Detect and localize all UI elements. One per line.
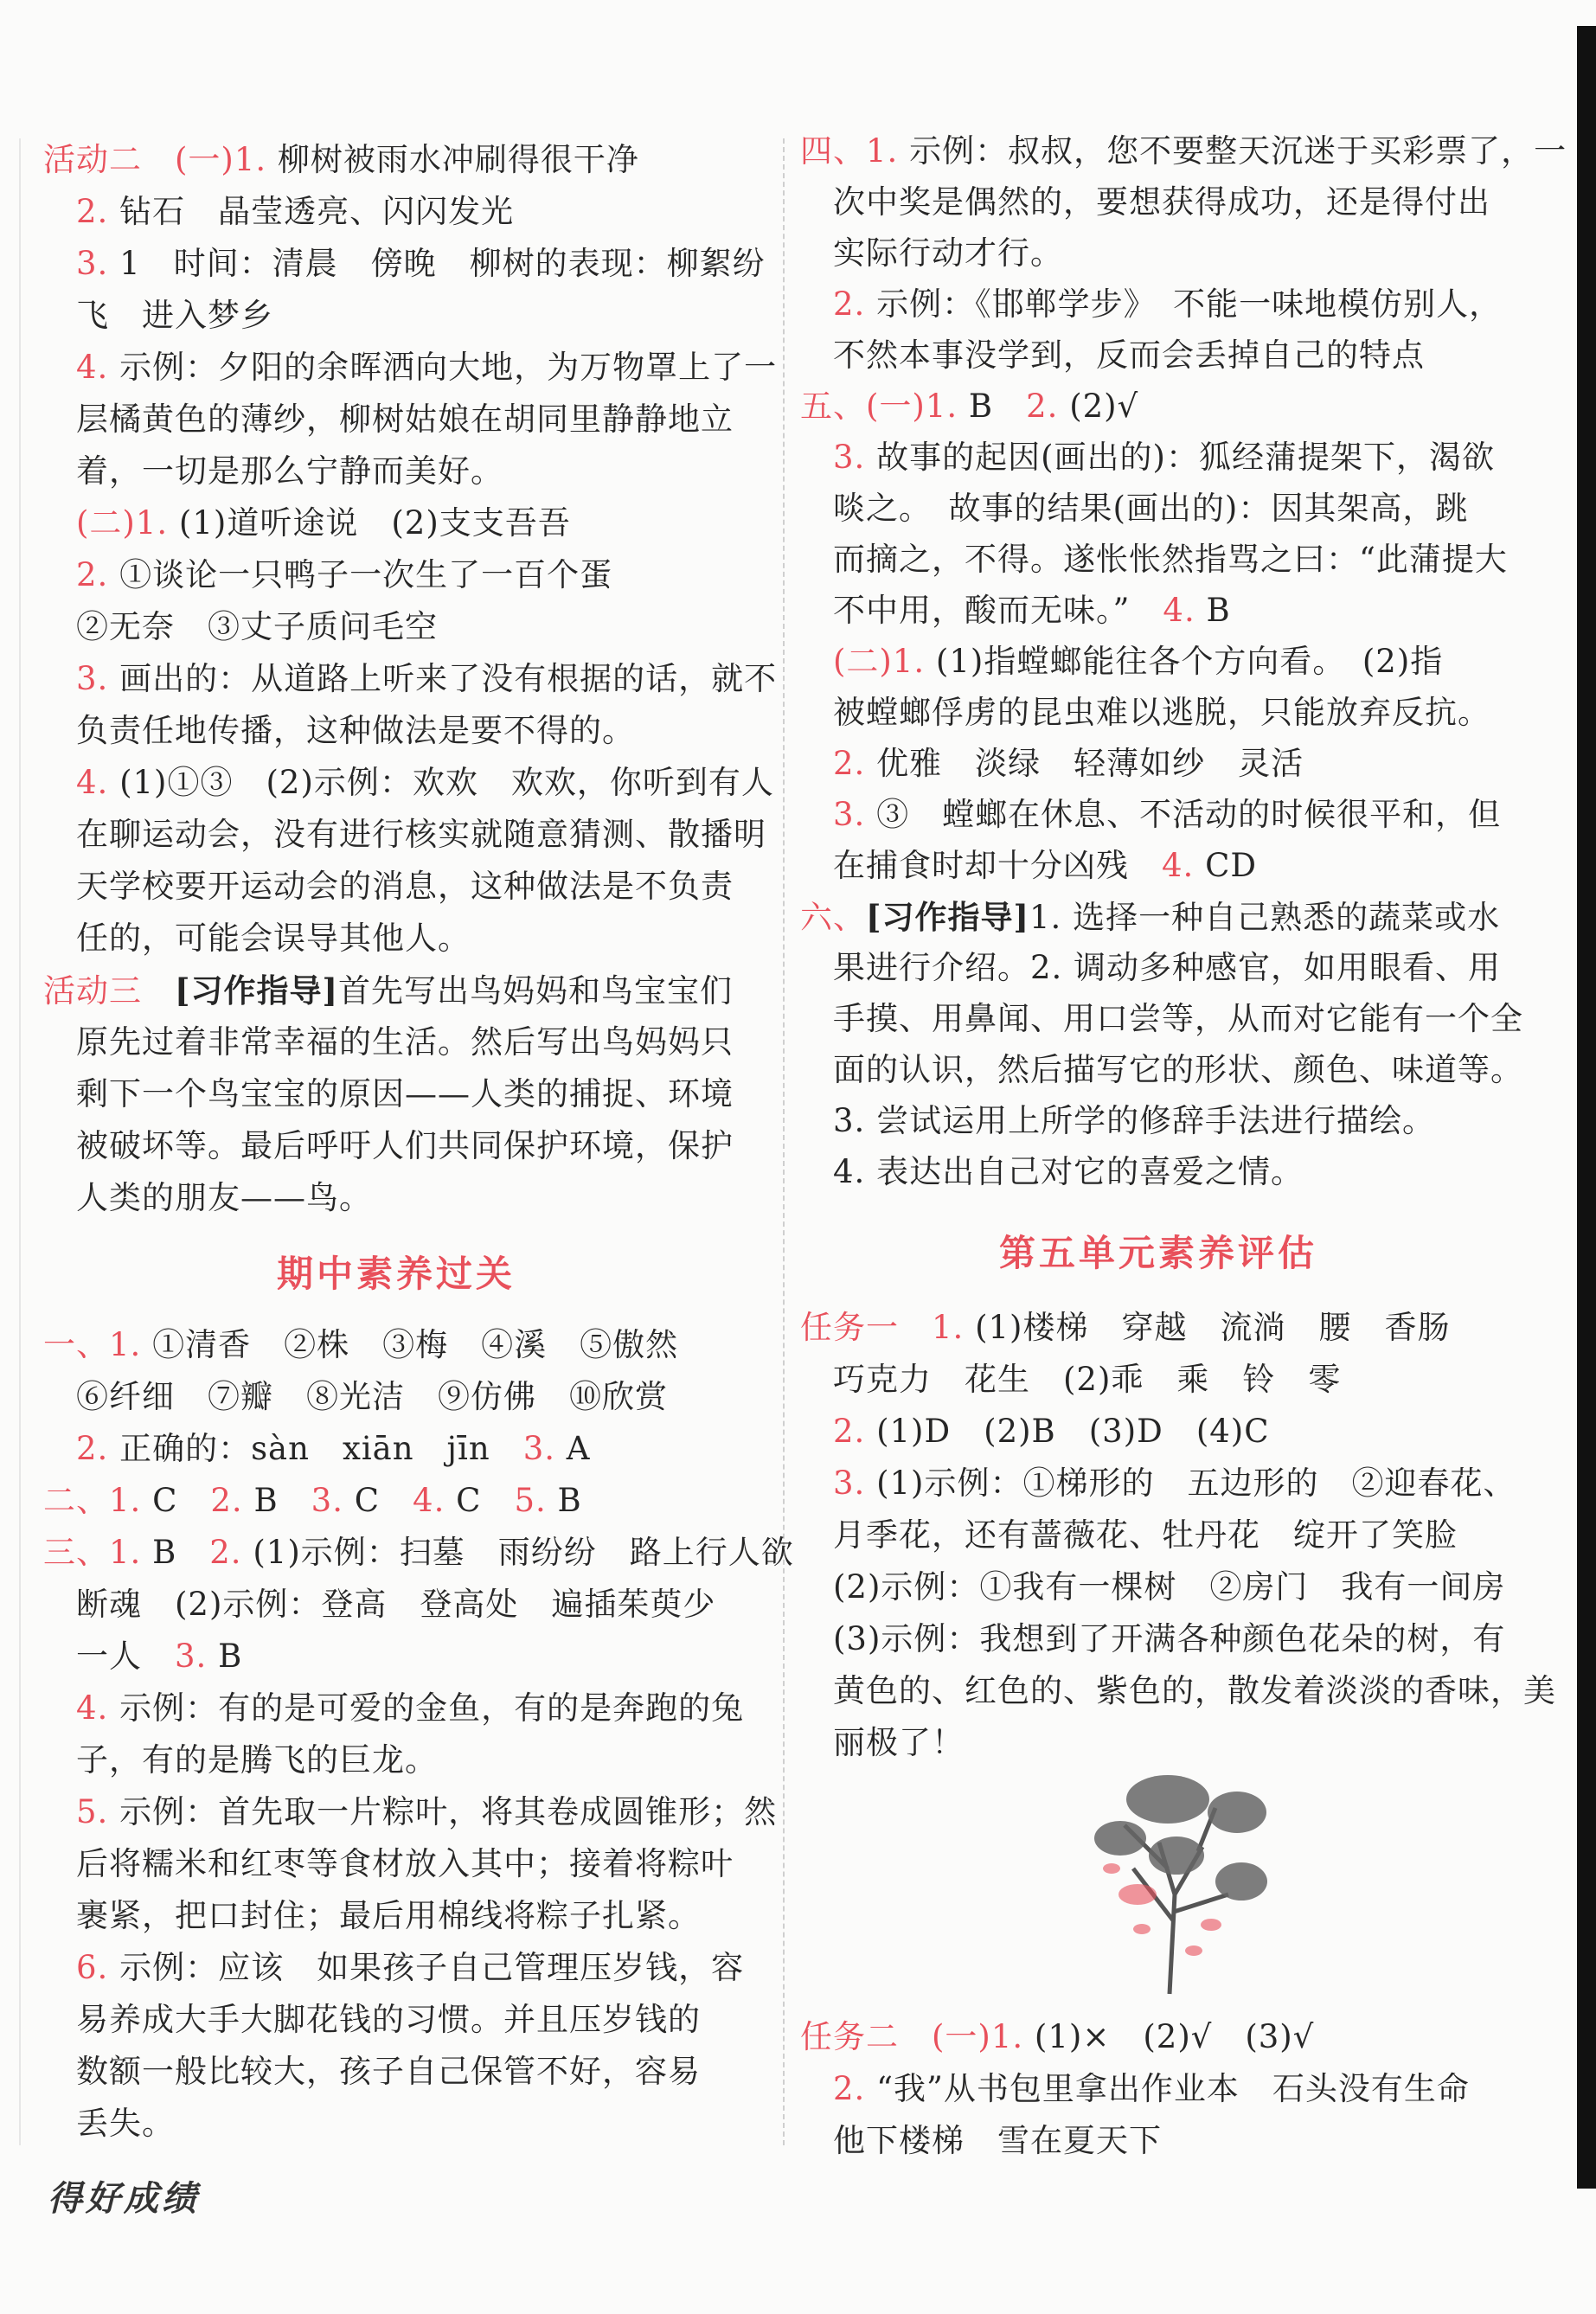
- right-line: [800, 181, 1490, 224]
- right-line: [800, 232, 1063, 275]
- answer-text: 1 时间：清晨 傍晚 柳树的表现：柳絮纷: [108, 245, 766, 282]
- answer-text: B: [546, 1482, 582, 1519]
- right2-line: [800, 1618, 1505, 1661]
- item-number: 2.: [209, 1534, 242, 1571]
- answer-text: 数额一般比较大，孩子自己保管不好，容易: [43, 2053, 701, 2090]
- answer-text: 故事的起因(画出的)：狐经蒲提架下，渴欲: [865, 439, 1495, 476]
- item-number: 3.: [311, 1482, 343, 1519]
- answer-text: 次中奖是偶然的，要想获得成功，还是得付出: [800, 183, 1490, 221]
- left2-line: [43, 1479, 582, 1522]
- answer-text: 他下楼梯 雪在夏天下: [800, 2122, 1162, 2159]
- left-line: [43, 813, 766, 856]
- right-line: [800, 1099, 1435, 1143]
- right-line: [800, 691, 1490, 734]
- item-number: 3.: [522, 1430, 555, 1467]
- left-line: [43, 502, 571, 545]
- answer-text: 柳树被雨水冲刷得很干净: [266, 141, 639, 178]
- answer-text: 画出的：从道路上听来了没有根据的话，就不: [108, 660, 778, 697]
- answer-text: 飞 进入梦乡: [43, 297, 273, 334]
- left-line: [43, 1021, 734, 1064]
- item-number: 二、1.: [43, 1482, 142, 1519]
- right-line: [800, 895, 1500, 939]
- left2-line: [43, 2102, 175, 2145]
- answer-text: (1)示例：扫墓 雨纷纷 路上行人欲: [241, 1534, 794, 1571]
- left2-line: [43, 1427, 590, 1471]
- answer-text: 在捕食时却十分凶残: [800, 847, 1162, 884]
- answer-text: 裹紧，把口封住；最后用棉线将粽子扎紧。: [43, 1897, 701, 1934]
- item-number: 5.: [514, 1482, 547, 1519]
- left2-line: [43, 1531, 794, 1574]
- answer-text: (2)√: [1058, 388, 1139, 425]
- right-line: [800, 997, 1523, 1041]
- left-line: [43, 554, 612, 597]
- answer-text: 面的认识，然后描写它的形状、颜色、味道等。: [800, 1051, 1523, 1088]
- left-line: [43, 969, 733, 1013]
- item-number: 4.: [1163, 592, 1195, 629]
- item-number: 五、(一)1.: [800, 388, 958, 425]
- left-line: [43, 1073, 734, 1116]
- item-number: 2.: [43, 1430, 109, 1467]
- answer-text: 手摸、用鼻闻、用口尝等，从而对它能有一个全: [800, 1000, 1523, 1037]
- answer-text: 丽极了！: [800, 1724, 965, 1761]
- answer-text: “我”从书包里拿出作业本 石头没有生命: [865, 2070, 1470, 2107]
- right-line: [800, 946, 1501, 990]
- answer-text: 层橘黄色的薄纱，柳树姑娘在胡同里静静地立: [43, 401, 734, 438]
- item-number: 2.: [800, 285, 866, 323]
- item-number: 任务二 (一)1.: [800, 2018, 1024, 2055]
- answer-text: [习作指导]: [142, 971, 339, 1010]
- answer-text: ①清香 ②株 ③梅 ④溪 ⑤傲然: [141, 1326, 679, 1363]
- answer-text: 子，有的是腾飞的巨龙。: [43, 1741, 438, 1779]
- left2-line: [43, 1843, 734, 1886]
- left-line: [43, 190, 514, 234]
- right2-line: [800, 1410, 1270, 1453]
- answer-text: (1)× (2)√ (3)√: [1023, 2018, 1315, 2055]
- item-number: 4.: [413, 1482, 445, 1519]
- answer-text: 后将糯米和红枣等食材放入其中；接着将粽叶: [43, 1845, 734, 1882]
- answer-text: (1)楼梯 穿越 流淌 腰 香肠: [964, 1309, 1451, 1346]
- right-line: [800, 436, 1495, 479]
- answer-text: 示例：叔叔，您不要整天沉迷于买彩票了，一: [898, 132, 1567, 170]
- answer-text: 示例：首先取一片粽叶，将其卷成圆锥形；然: [108, 1793, 778, 1830]
- answer-text: 月季花，还有蔷薇花、牡丹花 绽开了笑脸: [800, 1516, 1458, 1554]
- answer-text: (2)示例：①我有一棵树 ②房门 我有一间房: [800, 1568, 1506, 1606]
- answer-text: 4. 表达出自己对它的喜爱之情。: [800, 1153, 1304, 1190]
- left2-line: [43, 1375, 668, 1419]
- left-line: [43, 242, 766, 285]
- left2-line: [43, 1583, 715, 1626]
- left-line: [43, 865, 734, 908]
- right-line: [800, 742, 1304, 785]
- answer-text: 1. 选择一种自己熟悉的蔬菜或水: [1029, 899, 1501, 936]
- right-line: [800, 487, 1468, 530]
- answer-text: 在聊运动会，没有进行核实就随意猜测、散播明: [43, 816, 766, 853]
- item-number: 6.: [43, 1949, 109, 1986]
- answer-text: 示例：应该 如果孩子自己管理压岁钱，容: [108, 1949, 745, 1986]
- left2-line: [43, 1894, 701, 1938]
- answer-text: 一人: [43, 1638, 175, 1675]
- answer-text: 不然本事没学到，反而会丢掉自己的特点: [800, 337, 1425, 374]
- tree-illustration: [1073, 1765, 1280, 1998]
- left-line: [43, 294, 273, 337]
- right-line: [800, 130, 1567, 173]
- left-line: [43, 450, 503, 493]
- left-margin-rule: [19, 138, 21, 2145]
- right-line: [800, 334, 1425, 377]
- answer-text: 示例：《邯郸学步》 不能一味地模仿别人，: [865, 285, 1503, 323]
- item-number: 3.: [800, 796, 866, 833]
- right2-line: [800, 1306, 1450, 1349]
- answer-text: 优雅 淡绿 轻薄如纱 灵活: [865, 745, 1304, 782]
- answer-text: 而摘之，不得。遂怅怅然指骂之曰：“此蒲提大: [800, 541, 1508, 578]
- item-number: 3.: [800, 439, 866, 476]
- right-line: [800, 793, 1501, 837]
- item-number: 2.: [800, 745, 866, 782]
- left-line: [43, 138, 639, 182]
- answer-text: 任的，可能会误导其他人。: [43, 920, 471, 957]
- item-number: 4.: [43, 1689, 109, 1727]
- item-number: (二)1.: [43, 504, 169, 542]
- answer-text: 原先过着非常幸福的生活。然后写出鸟妈妈只: [43, 1023, 734, 1061]
- item-number: 六、: [800, 899, 866, 936]
- answer-text: 首先写出鸟妈妈和鸟宝宝们: [338, 972, 734, 1010]
- answer-text: B: [958, 388, 1027, 425]
- item-number: 一、1.: [43, 1326, 142, 1363]
- right2-line: [800, 1566, 1505, 1609]
- item-number: 活动二 (一)1.: [43, 141, 267, 178]
- left2-line: [43, 1687, 744, 1730]
- right2-line: [800, 1670, 1556, 1713]
- left-line: [43, 1125, 734, 1168]
- right-line: [800, 538, 1508, 581]
- item-number: 4.: [43, 764, 109, 801]
- answer-text: 3. 尝试运用上所学的修辞手法进行描绘。: [800, 1102, 1436, 1139]
- item-number: 3.: [175, 1638, 208, 1675]
- answer-text: ⑥纤细 ⑦瓣 ⑧光洁 ⑨仿佛 ⑩欣赏: [43, 1378, 668, 1415]
- answer-text: 黄色的、红色的、紫色的，散发着淡淡的香味，美: [800, 1672, 1556, 1709]
- answer-text: 果进行介绍。2. 调动多种感官，如用眼看、用: [800, 949, 1502, 986]
- item-number: 4.: [1162, 847, 1195, 884]
- item-number: 2.: [800, 1413, 866, 1450]
- answer-text: A: [555, 1430, 591, 1467]
- item-number: 三、1.: [43, 1534, 142, 1571]
- answer-text: B: [1195, 592, 1231, 629]
- item-number: 四、1.: [800, 132, 899, 170]
- left2-line: [43, 1791, 777, 1834]
- right3-line: [800, 2016, 1314, 2059]
- item-number: 2.: [43, 556, 109, 593]
- answer-text: 正确的：sàn xiān jīn: [108, 1430, 523, 1467]
- left2-line: [43, 1635, 242, 1678]
- left2-line: [43, 1998, 701, 2042]
- answer-text: CD: [1194, 847, 1258, 884]
- right-line: [800, 589, 1231, 632]
- item-number: 活动三: [43, 972, 142, 1010]
- answer-text: 被螳螂俘虏的昆虫难以逃脱，只能放弃反抗。: [800, 694, 1490, 731]
- answer-text: (1)示例：①梯形的 五边形的 ②迎春花、: [865, 1465, 1516, 1502]
- left-line: [43, 398, 734, 441]
- left-line: [43, 917, 471, 960]
- answer-text: ①谈论一只鸭子一次生了一百个蛋: [108, 556, 613, 593]
- midterm-heading: 期中素养过关: [277, 1253, 516, 1295]
- right2-line: [800, 1514, 1458, 1557]
- answer-text: C: [343, 1482, 413, 1519]
- answer-text: 不中用，酸而无味。”: [800, 592, 1163, 629]
- left-line: [43, 709, 635, 753]
- answer-text: (1)D (2)B (3)D (4)C: [865, 1413, 1270, 1450]
- answer-text: 负责任地传播，这种做法是要不得的。: [43, 712, 635, 749]
- right-line: [800, 1151, 1304, 1194]
- answer-text: 人类的朋友——鸟。: [43, 1179, 372, 1216]
- left2-line: [43, 1324, 678, 1367]
- right-line: [800, 844, 1257, 888]
- left-line: [43, 606, 438, 649]
- answer-text: C: [445, 1482, 515, 1519]
- answer-text: 啖之。 故事的结果(画出的)：因其架高，跳: [800, 490, 1469, 527]
- page-edge-bar: [1577, 26, 1596, 2189]
- right2-line: [800, 1462, 1516, 1505]
- answer-text: ②无奈 ③丈子质问毛空: [43, 608, 438, 645]
- answer-text: (1)道听途说 (2)支支吾吾: [168, 504, 571, 542]
- column-divider: [783, 138, 785, 2145]
- answer-text: (1)指螳螂能往各个方向看。 (2)指: [925, 643, 1444, 680]
- left-line: [43, 1176, 372, 1220]
- answer-text: 示例：有的是可爱的金鱼，有的是奔跑的兔: [108, 1689, 745, 1727]
- answer-text: 易养成大手大脚花钱的习惯。并且压岁钱的: [43, 2001, 701, 2038]
- answer-text: 被破坏等。最后呼吁人们共同保护环境，保护: [43, 1127, 734, 1164]
- item-number: 3.: [800, 1465, 866, 1502]
- right3-line: [800, 2067, 1470, 2111]
- answer-text: (3)示例：我想到了开满各种颜色花朵的树，有: [800, 1620, 1506, 1657]
- unit5-heading: 第五单元素养评估: [999, 1232, 1318, 1274]
- answer-text: C: [141, 1482, 211, 1519]
- right-line: [800, 385, 1138, 428]
- right-line: [800, 283, 1502, 326]
- item-number: 任务一 1.: [800, 1309, 965, 1346]
- footer-brand: 得好成绩: [48, 2178, 200, 2219]
- answer-text: B: [207, 1638, 243, 1675]
- answer-text: 实际行动才行。: [800, 234, 1063, 272]
- right3-line: [800, 2119, 1162, 2163]
- answer-text: 天学校要开运动会的消息，这种做法是不负责: [43, 868, 734, 905]
- answer-text: B: [141, 1534, 210, 1571]
- answer-text: 丢失。: [43, 2105, 175, 2142]
- item-number: (二)1.: [800, 643, 926, 680]
- answer-text: (1)①③ (2)示例：欢欢 欢欢，你听到有人: [108, 764, 774, 801]
- item-number: 3.: [43, 245, 109, 282]
- left2-line: [43, 1739, 438, 1782]
- answer-text: ③ 螳螂在休息、不活动的时候很平和，但: [865, 796, 1502, 833]
- item-number: 3.: [43, 660, 109, 697]
- answer-text: B: [242, 1482, 311, 1519]
- answer-text: 剩下一个鸟宝宝的原因——人类的捕捉、环境: [43, 1075, 734, 1112]
- left-line: [43, 657, 777, 701]
- left-line: [43, 761, 774, 804]
- answer-text: 钻石 晶莹透亮、闪闪发光: [108, 193, 515, 230]
- right-line: [800, 640, 1443, 683]
- item-number: 5.: [43, 1793, 109, 1830]
- answer-text: 着，一切是那么宁静而美好。: [43, 452, 503, 490]
- item-number: 2.: [210, 1482, 243, 1519]
- right2-line: [800, 1721, 965, 1765]
- left2-line: [43, 2050, 701, 2093]
- answer-text: 断魂 (2)示例：登高 登高处 遍插茱萸少: [43, 1586, 716, 1623]
- answer-text: 巧克力 花生 (2)乖 乘 铃 零: [800, 1361, 1342, 1398]
- right-line: [800, 1048, 1523, 1092]
- item-number: 2.: [43, 193, 109, 230]
- answer-text: 示例：夕阳的余晖洒向大地，为万物罩上了一: [108, 349, 778, 386]
- answer-text: [习作指导]: [866, 898, 1030, 936]
- item-number: 4.: [43, 349, 109, 386]
- left2-line: [43, 1946, 744, 1990]
- item-number: 2.: [800, 2070, 866, 2107]
- right2-line: [800, 1358, 1341, 1401]
- left-line: [43, 346, 777, 389]
- item-number: 2.: [1026, 388, 1059, 425]
